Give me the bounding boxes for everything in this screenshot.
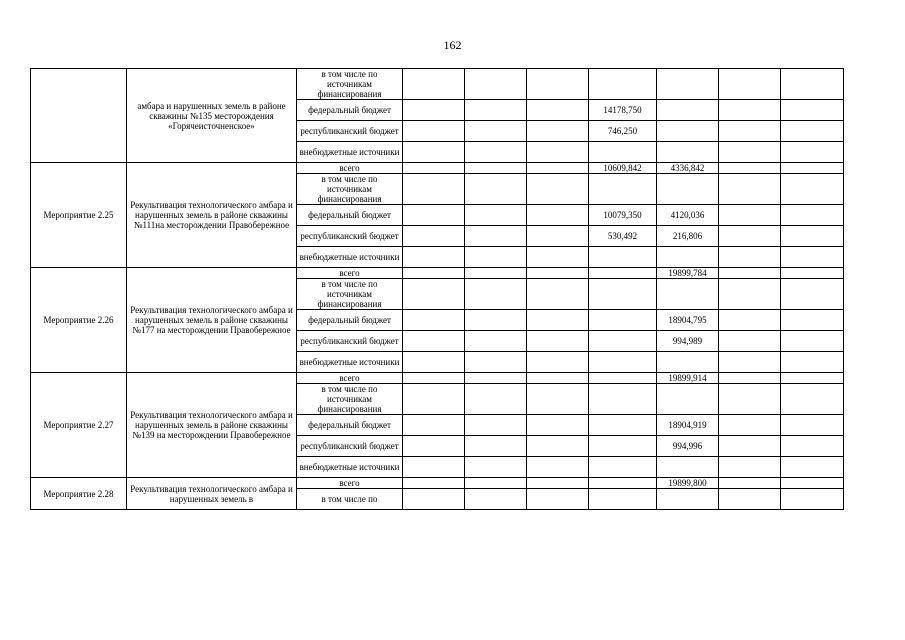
empty-cell xyxy=(781,331,844,352)
empty-cell xyxy=(465,226,527,247)
value-cell: 18904,919 xyxy=(657,415,719,436)
empty-cell xyxy=(527,352,589,373)
empty-cell xyxy=(403,163,465,174)
empty-cell xyxy=(719,121,781,142)
event-name: Мероприятие 2.27 xyxy=(31,373,127,478)
empty-cell xyxy=(527,247,589,268)
empty-cell xyxy=(465,436,527,457)
value-cell xyxy=(589,373,657,384)
empty-cell xyxy=(527,121,589,142)
empty-cell xyxy=(527,268,589,279)
empty-cell xyxy=(403,247,465,268)
value-cell xyxy=(589,457,657,478)
value-cell xyxy=(657,142,719,163)
value-cell xyxy=(589,489,657,510)
event-name: Мероприятие 2.25 xyxy=(31,163,127,268)
value-cell xyxy=(589,268,657,279)
empty-cell xyxy=(719,415,781,436)
value-cell xyxy=(657,174,719,205)
empty-cell xyxy=(781,279,844,310)
value-cell xyxy=(589,352,657,373)
value-cell xyxy=(657,384,719,415)
empty-cell xyxy=(403,226,465,247)
empty-cell xyxy=(719,174,781,205)
funding-source: федеральный бюджет xyxy=(297,415,403,436)
event-description: Рекультивация технологического амбара и нарушенных земель в районе скважины №139 на месторождении Правобережное xyxy=(127,373,297,478)
empty-cell xyxy=(403,279,465,310)
empty-cell xyxy=(719,478,781,489)
funding-source: всего xyxy=(297,163,403,174)
value-cell xyxy=(657,279,719,310)
empty-cell xyxy=(403,384,465,415)
empty-cell xyxy=(465,121,527,142)
empty-cell xyxy=(403,268,465,279)
table-row xyxy=(31,268,844,279)
empty-cell xyxy=(719,457,781,478)
empty-cell xyxy=(527,489,589,510)
empty-cell xyxy=(719,268,781,279)
funding-source: федеральный бюджет xyxy=(297,100,403,121)
empty-cell xyxy=(719,489,781,510)
empty-cell xyxy=(403,489,465,510)
empty-cell xyxy=(465,100,527,121)
empty-cell xyxy=(403,205,465,226)
table-row xyxy=(31,163,844,174)
value-cell xyxy=(657,457,719,478)
event-description: Рекультивация технологического амбара и нарушенных земель в районе скважины №177 на месторождении Правобережное xyxy=(127,268,297,373)
empty-cell xyxy=(465,352,527,373)
event-description: амбара и нарушенных земель в районе скважины №135 месторождения «Горячеисточненское» xyxy=(127,69,297,163)
empty-cell xyxy=(781,478,844,489)
empty-cell xyxy=(527,331,589,352)
empty-cell xyxy=(403,331,465,352)
value-cell: 216,806 xyxy=(657,226,719,247)
table-row xyxy=(31,478,844,489)
empty-cell xyxy=(403,478,465,489)
funding-source: внебюджетные источники xyxy=(297,247,403,268)
funding-source: в том числе по xyxy=(297,489,403,510)
value-cell xyxy=(589,331,657,352)
value-cell xyxy=(657,352,719,373)
funding-source: в том числе по источникам финансирования xyxy=(297,384,403,415)
empty-cell xyxy=(781,310,844,331)
funding-source: внебюджетные источники xyxy=(297,352,403,373)
empty-cell xyxy=(527,174,589,205)
empty-cell xyxy=(781,121,844,142)
empty-cell xyxy=(719,373,781,384)
empty-cell xyxy=(465,69,527,100)
empty-cell xyxy=(403,436,465,457)
empty-cell xyxy=(719,163,781,174)
empty-cell xyxy=(403,352,465,373)
empty-cell xyxy=(465,331,527,352)
value-cell: 10079,350 xyxy=(589,205,657,226)
value-cell xyxy=(657,100,719,121)
empty-cell xyxy=(403,69,465,100)
value-cell: 19899,914 xyxy=(657,373,719,384)
funding-source: всего xyxy=(297,268,403,279)
value-cell xyxy=(657,489,719,510)
empty-cell xyxy=(719,436,781,457)
empty-cell xyxy=(719,310,781,331)
value-cell xyxy=(589,247,657,268)
empty-cell xyxy=(527,100,589,121)
value-cell xyxy=(657,247,719,268)
value-cell: 14178,750 xyxy=(589,100,657,121)
empty-cell xyxy=(527,457,589,478)
event-description: Рекультивация технологического амбара и нарушенных земель в районе скважины №111на месторождении Правобережное xyxy=(127,163,297,268)
empty-cell xyxy=(781,268,844,279)
event-description: Рекультивация технологического амбара и нарушенных земель в xyxy=(127,478,297,510)
empty-cell xyxy=(719,247,781,268)
empty-cell xyxy=(527,436,589,457)
value-cell xyxy=(657,121,719,142)
value-cell: 746,250 xyxy=(589,121,657,142)
page-number: 162 xyxy=(443,38,462,52)
funding-source: федеральный бюджет xyxy=(297,310,403,331)
empty-cell xyxy=(465,310,527,331)
value-cell: 18904,795 xyxy=(657,310,719,331)
empty-cell xyxy=(465,247,527,268)
empty-cell xyxy=(781,457,844,478)
empty-cell xyxy=(719,384,781,415)
empty-cell xyxy=(781,100,844,121)
funding-source: внебюджетные источники xyxy=(297,457,403,478)
value-cell xyxy=(589,142,657,163)
empty-cell xyxy=(403,457,465,478)
empty-cell xyxy=(781,247,844,268)
empty-cell xyxy=(465,163,527,174)
empty-cell xyxy=(403,174,465,205)
empty-cell xyxy=(781,226,844,247)
event-name: Мероприятие 2.28 xyxy=(31,478,127,510)
empty-cell xyxy=(781,489,844,510)
empty-cell xyxy=(781,384,844,415)
empty-cell xyxy=(403,100,465,121)
value-cell xyxy=(589,279,657,310)
empty-cell xyxy=(465,478,527,489)
funding-source: республиканский бюджет xyxy=(297,226,403,247)
funding-source: внебюджетные источники xyxy=(297,142,403,163)
empty-cell xyxy=(719,352,781,373)
funding-source: в том числе по источникам финансирования xyxy=(297,174,403,205)
empty-cell xyxy=(403,310,465,331)
empty-cell xyxy=(527,163,589,174)
empty-cell xyxy=(527,384,589,415)
empty-cell xyxy=(719,69,781,100)
table-row xyxy=(31,373,844,384)
event-name xyxy=(31,69,127,163)
empty-cell xyxy=(465,142,527,163)
empty-cell xyxy=(527,415,589,436)
empty-cell xyxy=(465,489,527,510)
empty-cell xyxy=(719,331,781,352)
value-cell: 994,989 xyxy=(657,331,719,352)
empty-cell xyxy=(527,310,589,331)
empty-cell xyxy=(465,373,527,384)
value-cell: 10609,842 xyxy=(589,163,657,174)
empty-cell xyxy=(781,352,844,373)
event-name: Мероприятие 2.26 xyxy=(31,268,127,373)
funding-source: всего xyxy=(297,373,403,384)
funding-source: республиканский бюджет xyxy=(297,436,403,457)
value-cell xyxy=(589,310,657,331)
value-cell: 4336,842 xyxy=(657,163,719,174)
empty-cell xyxy=(465,457,527,478)
empty-cell xyxy=(719,226,781,247)
funding-source: всего xyxy=(297,478,403,489)
empty-cell xyxy=(781,436,844,457)
table-row xyxy=(31,69,844,100)
empty-cell xyxy=(781,163,844,174)
empty-cell xyxy=(527,142,589,163)
funding-source: в том числе по источникам финансирования xyxy=(297,279,403,310)
empty-cell xyxy=(465,384,527,415)
value-cell xyxy=(657,69,719,100)
value-cell xyxy=(589,384,657,415)
empty-cell xyxy=(527,69,589,100)
value-cell: 19899,784 xyxy=(657,268,719,279)
funding-source: в том числе по источникам финансирования xyxy=(297,69,403,100)
value-cell xyxy=(589,436,657,457)
empty-cell xyxy=(465,279,527,310)
value-cell: 19899,800 xyxy=(657,478,719,489)
empty-cell xyxy=(403,415,465,436)
empty-cell xyxy=(527,279,589,310)
empty-cell xyxy=(781,174,844,205)
value-cell xyxy=(589,69,657,100)
empty-cell xyxy=(465,205,527,226)
empty-cell xyxy=(403,142,465,163)
funding-source: республиканский бюджет xyxy=(297,331,403,352)
funding-source: федеральный бюджет xyxy=(297,205,403,226)
empty-cell xyxy=(719,142,781,163)
funding-source: республиканский бюджет xyxy=(297,121,403,142)
empty-cell xyxy=(527,478,589,489)
value-cell: 994,996 xyxy=(657,436,719,457)
value-cell: 530,492 xyxy=(589,226,657,247)
empty-cell xyxy=(781,142,844,163)
empty-cell xyxy=(781,373,844,384)
empty-cell xyxy=(403,373,465,384)
empty-cell xyxy=(719,205,781,226)
value-cell xyxy=(589,415,657,436)
value-cell: 4120,036 xyxy=(657,205,719,226)
budget-table xyxy=(30,68,844,510)
empty-cell xyxy=(403,121,465,142)
empty-cell xyxy=(465,174,527,205)
empty-cell xyxy=(781,205,844,226)
empty-cell xyxy=(527,373,589,384)
empty-cell xyxy=(527,205,589,226)
empty-cell xyxy=(465,415,527,436)
empty-cell xyxy=(719,100,781,121)
empty-cell xyxy=(465,268,527,279)
empty-cell xyxy=(719,279,781,310)
empty-cell xyxy=(781,69,844,100)
value-cell xyxy=(589,174,657,205)
empty-cell xyxy=(781,415,844,436)
empty-cell xyxy=(527,226,589,247)
value-cell xyxy=(589,478,657,489)
